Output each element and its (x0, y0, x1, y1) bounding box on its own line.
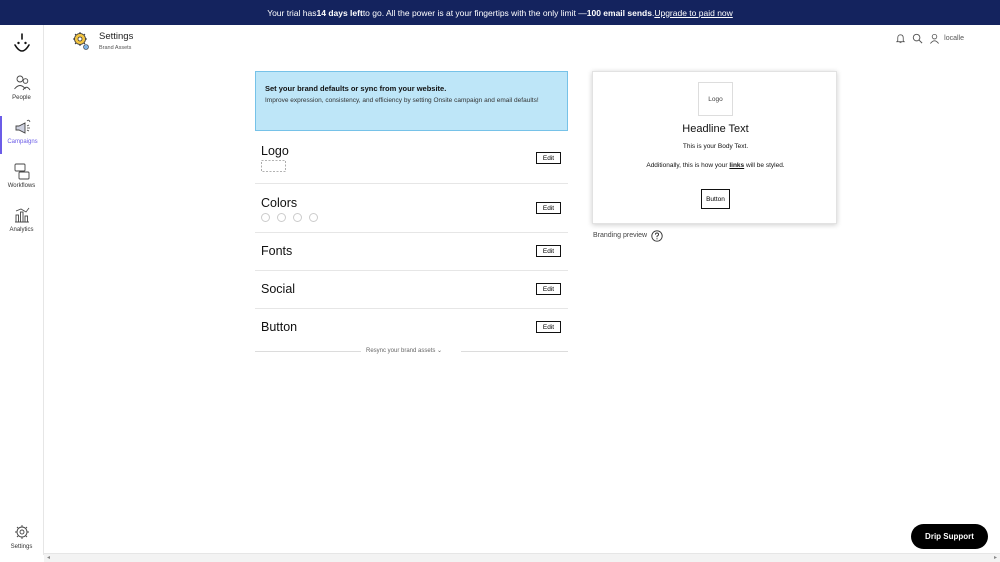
color-swatch[interactable] (293, 213, 302, 222)
resync-brand-assets-toggle[interactable]: Resync your brand assets ⌄ (366, 348, 443, 354)
divider (461, 351, 568, 352)
button-section-title: Button (261, 320, 298, 334)
branding-preview-label: Branding preview (593, 232, 648, 239)
banner-text-3: . (651, 7, 655, 18)
sidebar (0, 25, 44, 555)
banner-text-2: to go. All the power is at your fingertips with the only limit — (362, 7, 587, 18)
trial-banner (0, 0, 1000, 25)
preview-button[interactable]: Button (701, 189, 730, 209)
sidebar-label-settings: Settings (10, 544, 33, 550)
page-header (44, 25, 1000, 57)
drip-logo-icon[interactable] (12, 33, 32, 55)
preview-links-text (593, 162, 838, 169)
callout-body: Improve expression, consistency, and efficiency by setting Onsite campaign and email defaults! (265, 97, 539, 104)
user-icon[interactable] (929, 33, 940, 44)
callout-title: Set your brand defaults or sync from your website. (265, 84, 447, 93)
colors-section-title: Colors (261, 196, 298, 210)
preview-body-text: This is your Body Text. (682, 143, 749, 150)
sidebar-label-people: People (12, 95, 31, 101)
banner-days-left: 14 days left (316, 7, 363, 18)
brand-defaults-callout (255, 71, 568, 131)
button-edit-button[interactable]: Edit (536, 321, 561, 333)
bell-icon[interactable] (895, 33, 906, 44)
fonts-section-title: Fonts (261, 244, 293, 258)
sidebar-label-campaigns: Campaigns (7, 139, 38, 145)
banner-send-limit: 100 email sends (586, 7, 652, 18)
gear-icon (13, 523, 31, 541)
colors-section (255, 184, 568, 233)
scroll-right-icon[interactable]: ▸ (993, 555, 997, 561)
page-subtitle: Brand Assets (99, 45, 132, 51)
upgrade-link[interactable]: Upgrade to paid now (654, 7, 733, 18)
page-title: Settings (99, 31, 134, 42)
divider (255, 351, 361, 352)
sidebar-item-campaigns[interactable] (0, 116, 43, 154)
brand-assets-panel (255, 71, 568, 347)
logo-section (255, 131, 568, 184)
social-edit-button[interactable]: Edit (536, 283, 561, 295)
colors-edit-button[interactable]: Edit (536, 202, 561, 214)
logo-placeholder (261, 160, 286, 172)
preview-logo: Logo (698, 82, 733, 116)
sidebar-label-workflows: Workflows (7, 183, 36, 189)
sidebar-item-settings[interactable] (0, 521, 43, 559)
preview-headline: Headline Text (682, 123, 749, 135)
preview-links-pre: Additionally, this is how your (646, 162, 730, 169)
sidebar-item-analytics[interactable] (0, 204, 43, 242)
button-section (255, 309, 568, 347)
color-swatch[interactable] (261, 213, 270, 222)
sidebar-label-analytics: Analytics (9, 227, 34, 233)
drip-support-button[interactable]: Drip Support (911, 524, 988, 549)
preview-links-post: will be styled. (744, 162, 785, 169)
color-swatch[interactable] (309, 213, 318, 222)
search-icon[interactable] (912, 33, 923, 44)
branding-preview-card (592, 71, 837, 224)
user-name[interactable]: localle (944, 35, 964, 42)
resync-row (255, 346, 568, 356)
header-actions (895, 33, 964, 44)
horizontal-scrollbar[interactable] (44, 553, 1000, 562)
workflow-icon (13, 162, 31, 180)
megaphone-icon (14, 118, 32, 136)
sidebar-item-workflows[interactable] (0, 160, 43, 198)
scroll-left-icon[interactable]: ◂ (47, 555, 51, 561)
logo-edit-button[interactable]: Edit (536, 152, 561, 164)
social-section (255, 271, 568, 309)
logo-section-title: Logo (261, 144, 289, 158)
social-section-title: Social (261, 282, 296, 296)
sidebar-item-people[interactable] (0, 72, 43, 110)
color-swatch[interactable] (277, 213, 286, 222)
banner-text-1: Your trial has (267, 7, 317, 18)
help-icon[interactable] (651, 230, 663, 242)
fonts-edit-button[interactable]: Edit (536, 245, 561, 257)
chart-icon (13, 206, 31, 224)
settings-gear-icon (72, 31, 90, 51)
preview-link[interactable]: links (729, 162, 745, 169)
fonts-section (255, 233, 568, 271)
people-icon (13, 74, 31, 92)
